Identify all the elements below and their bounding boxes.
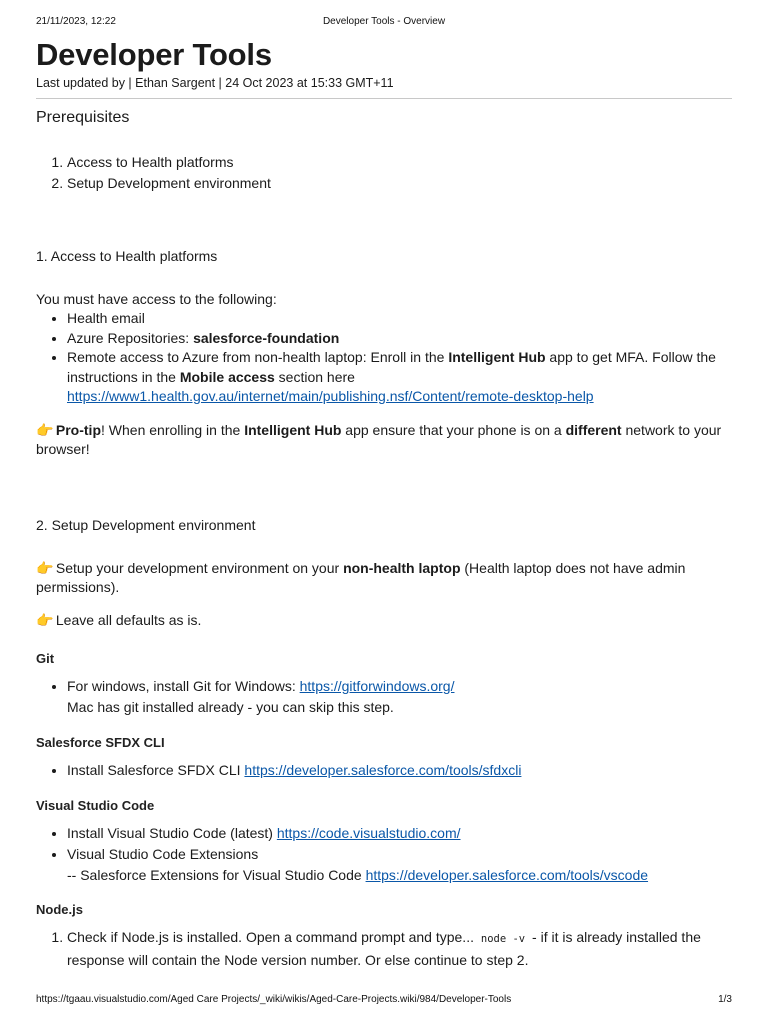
sfdx-item [67, 760, 732, 781]
sfdxcli-link[interactable]: https://developer.salesforce.com/tools/sfdxcli [244, 761, 522, 778]
wiki-page [36, 36, 732, 971]
protip-text: app ensure that your phone is on a [341, 421, 566, 438]
env-text: Setup your development environment on your [52, 559, 344, 576]
access-list [36, 309, 732, 407]
git-item [67, 676, 732, 718]
print-datetime: 21/11/2023, 12:22 [36, 16, 116, 27]
protip-label: Pro-tip [55, 421, 101, 438]
pointing-hand-icon: 👉 [36, 559, 54, 576]
gitforwindows-link[interactable]: https://gitforwindows.org/ [299, 677, 455, 694]
sfdx-heading: Salesforce SFDX CLI [36, 734, 165, 750]
sfdx-text: Install Salesforce SFDX CLI [67, 761, 245, 778]
vscode-text: Visual Studio Code Extensions [67, 845, 259, 862]
git-list [36, 676, 732, 718]
section-heading-setup: 2. Setup Development environment [36, 516, 256, 533]
vscode-text: -- Salesforce Extensions for Visual Studio Code [67, 866, 366, 883]
node-text: - if it is already installed the response will contain the Node version number. Or else continue to step 2. [67, 928, 701, 968]
last-updated-meta: Last updated by | Ethan Sargent | 24 Oct 2023 at 15:33 GMT+11 [36, 76, 394, 90]
section-heading-access: 1. Access to Health platforms [36, 248, 218, 264]
access-intro: You must have access to the following: [36, 291, 277, 307]
remote-desktop-help-link[interactable]: https://www1.health.gov.au/internet/main/publishing.nsf/Content/remote-desktop-help [67, 388, 594, 404]
prerequisite-item: 1. Access to Health platforms [67, 152, 732, 173]
access-item-text: app to get MFA. Follow the instructions in the [67, 349, 716, 385]
vscode-heading: Visual Studio Code [36, 797, 155, 813]
prerequisites-heading: Prerequisites [36, 109, 130, 126]
print-title: Developer Tools - Overview [322, 16, 446, 27]
sfdx-list [36, 760, 732, 781]
defaults-text: Leave all defaults as is. [52, 611, 202, 628]
print-footer [36, 994, 732, 1008]
node-text: Check if Node.js is installed. Open a command prompt and type... [67, 928, 478, 945]
print-url: https://tgaau.visualstudio.com/Aged Care Projects/_wiki/wikis/Aged-Care-Projects.wiki/984/Developer-Tools [36, 994, 512, 1005]
protip-paragraph [36, 421, 732, 459]
access-item-email: • Health email [67, 309, 732, 329]
mobile-access-bold: Mobile access [179, 368, 275, 385]
protip-bold: different [565, 421, 622, 438]
prerequisite-item: 2. Setup Development environment [67, 173, 732, 194]
env-text: (Health laptop does not have admin permissions). [36, 559, 686, 595]
git-mac-note: Mac has git installed already - you can skip this step. [67, 698, 394, 715]
access-item-text: Azure Repositories: [67, 329, 194, 346]
repo-name: salesforce-foundation [193, 329, 340, 346]
protip-bold: Intelligent Hub [244, 421, 342, 438]
env-paragraph [36, 559, 732, 597]
access-item-remote [67, 348, 732, 407]
node-step [67, 927, 732, 971]
page-title: Developer Tools [36, 37, 272, 72]
node-heading: Node.js [36, 901, 83, 917]
intelligent-hub-bold: Intelligent Hub [448, 349, 546, 365]
protip-text: ! When enrolling in the [101, 421, 245, 438]
vscode-item-extensions [67, 844, 732, 886]
vscode-text: Install Visual Studio Code (latest) [67, 824, 277, 841]
pointing-hand-icon: 👉 [36, 611, 54, 628]
vscode-list [36, 823, 732, 886]
git-text: For windows, install Git for Windows: [67, 677, 300, 694]
title-divider [36, 98, 732, 99]
vscode-ext-line [67, 865, 732, 886]
git-heading: Git [36, 650, 55, 666]
access-item-text: section here [274, 368, 355, 385]
print-header [36, 16, 732, 30]
page-number: 1/3 [718, 994, 732, 1005]
sf-vscode-link[interactable]: https://developer.salesforce.com/tools/vscode [365, 866, 649, 883]
defaults-paragraph [36, 611, 732, 630]
vscode-download-link[interactable]: https://code.visualstudio.com/ [276, 824, 461, 841]
access-item-azure-repos [67, 329, 732, 349]
node-steps [36, 927, 732, 971]
pointing-hand-icon: 👉 [36, 421, 54, 438]
access-item-text: Remote access to Azure from non-health laptop: Enroll in the [67, 349, 449, 365]
protip-text: network to your browser! [36, 421, 722, 457]
vscode-item-install [67, 823, 732, 844]
env-bold: non-health laptop [343, 559, 461, 576]
node-version-command: node -v [480, 932, 526, 945]
prerequisites-list [36, 152, 732, 194]
